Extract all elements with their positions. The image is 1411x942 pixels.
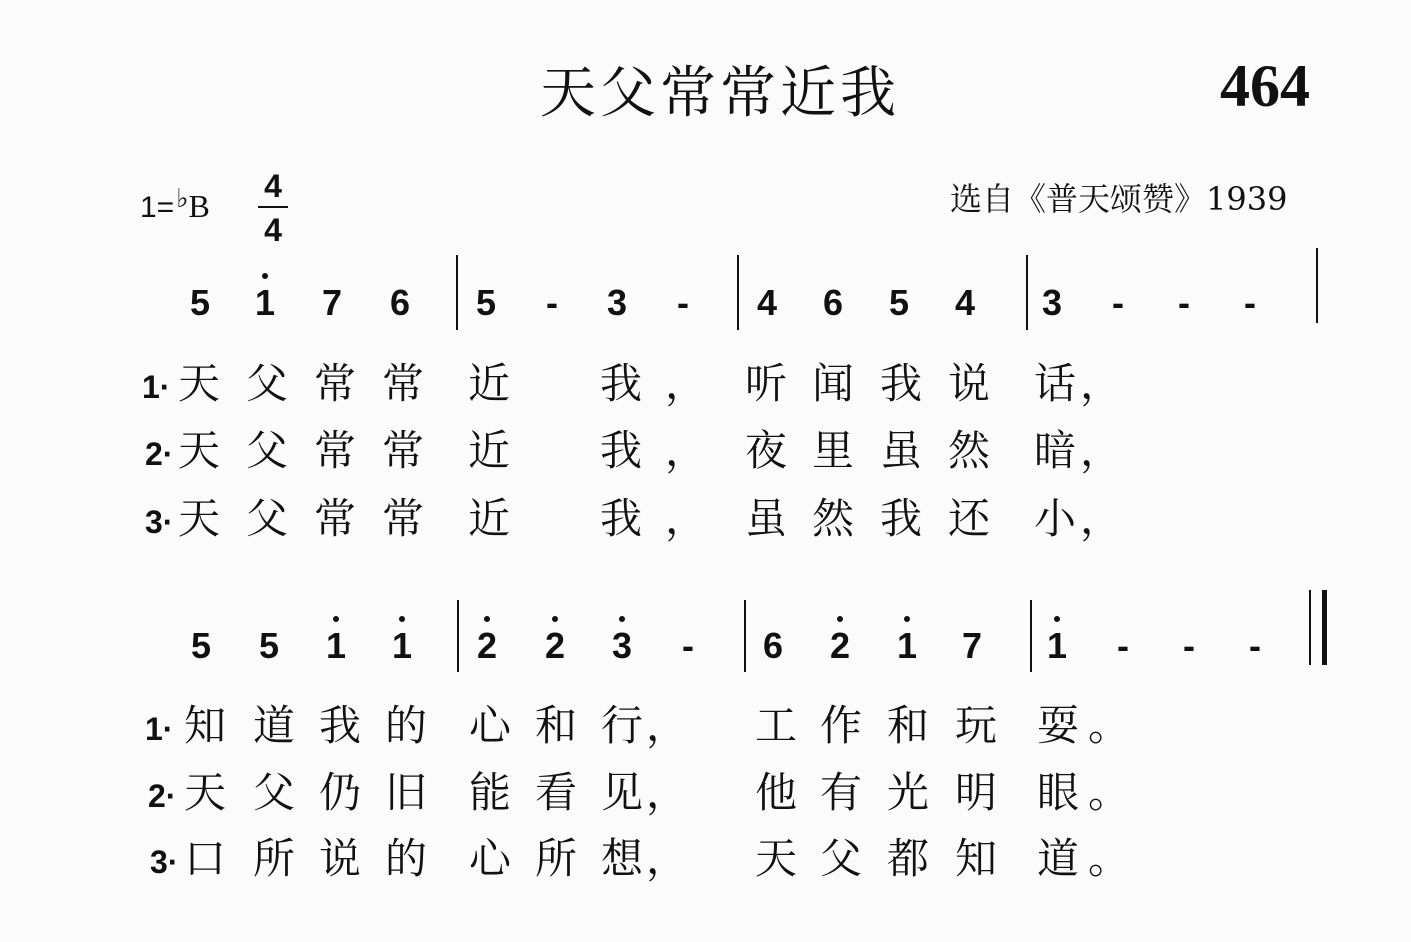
sustain-dash: - [1112,282,1124,323]
note: 2 [820,628,860,664]
lyric-char: ， [646,834,689,883]
lyric-char: 常 [314,359,357,408]
lyric-char: 天 [184,768,227,817]
sustain-dash: - [1117,625,1129,666]
note: 4 [756,282,778,323]
lyric-char: 道 [253,701,296,750]
lyric-char: 心 [469,834,512,883]
verse-number: 2· [145,436,174,472]
high-octave-dot [484,616,490,622]
bar-line [1309,590,1311,665]
lyric-char: 的 [385,834,428,883]
hymn-number: 464 [1220,53,1310,119]
verse-number: 1· [145,711,174,747]
note: 5 [190,625,212,666]
lyric-char: 我 [880,359,923,408]
note: 7 [321,282,343,323]
sustain-dash: - [1244,282,1256,323]
lyric-char: 然 [812,494,855,543]
note: 3 [606,282,628,323]
lyric-char: 所 [535,834,578,883]
lyric-char: 近 [468,359,511,408]
lyric-char: 有 [820,768,863,817]
key-prefix: 1= [140,191,175,224]
hymn-title: 天父常常近我 [540,61,900,126]
high-octave-dot [837,616,843,622]
bar-line [737,255,739,330]
note: 6 [389,282,411,323]
lyric-char: 。 [1088,834,1131,883]
lyric-char: ， [646,768,689,817]
high-octave-dot [1054,616,1060,622]
lyric-char: ， [665,494,708,543]
lyric-char: ， [1080,359,1123,408]
lyric-char: 小 [1034,494,1077,543]
note: 2 [535,628,575,664]
lyric-char: 光 [887,768,930,817]
sustain-dash: - [546,282,558,323]
note: 6 [762,625,784,666]
lyric-char: 近 [468,494,511,543]
lyric-char: 明 [955,768,998,817]
lyric-char: 说 [319,834,362,883]
verse-number: 3· [145,504,174,540]
note: 5 [475,282,497,323]
lyric-char: 父 [253,768,296,817]
lyric-char: 都 [887,834,930,883]
sustain-dash: - [677,282,689,323]
note: 3 [1041,282,1063,323]
lyric-char: 见 [601,768,644,817]
high-octave-dot [399,616,405,622]
lyric-char: 我 [600,359,643,408]
lyric-char: 我 [880,494,923,543]
high-octave-dot [904,616,910,622]
verse-number: 1· [142,369,171,405]
bar-line [744,600,746,672]
lyric-char: 道 [1037,834,1080,883]
lyric-char: 我 [600,494,643,543]
lyric-char: ， [646,701,689,750]
note: 1 [887,628,927,664]
lyric-char: 知 [184,701,227,750]
lyric-char: 工 [755,701,798,750]
lyric-char: 我 [319,701,362,750]
lyric-char: 眼 [1037,768,1080,817]
lyric-char: ， [665,426,708,475]
verse-number: 3· [150,844,179,880]
lyric-char: 天 [178,359,221,408]
lyric-char: 知 [955,834,998,883]
lyric-char: 心 [469,701,512,750]
lyric-char: 常 [314,426,357,475]
lyric-char: 和 [535,701,578,750]
lyric-char: 天 [178,426,221,475]
lyric-char: 耍 [1037,701,1080,750]
lyric-char: 玩 [955,701,998,750]
note: 5 [189,282,211,323]
bar-line [1030,600,1032,672]
note: 2 [467,628,507,664]
verse-number: 2· [148,778,177,814]
bar-line [1316,248,1318,323]
flat-symbol: ♭ [176,183,189,213]
lyric-char: 他 [755,768,798,817]
sustain-dash: - [1249,625,1261,666]
lyric-char: 里 [812,426,855,475]
lyric-char: 父 [246,426,289,475]
lyric-char: 和 [887,701,930,750]
sustain-dash: - [682,625,694,666]
lyric-char: ， [665,359,708,408]
lyric-char: 想 [601,834,644,883]
high-octave-dot [333,616,339,622]
sustain-dash: - [1183,625,1195,666]
lyric-char: 。 [1088,768,1131,817]
bar-line [1026,255,1028,330]
lyric-char: ， [1080,494,1123,543]
lyric-char: 听 [745,359,788,408]
note: 6 [822,282,844,323]
lyric-char: 旧 [385,768,428,817]
lyric-char: 暗 [1034,426,1077,475]
note: 1 [316,628,356,664]
lyric-char: 看 [535,768,578,817]
note: 1 [245,285,285,321]
note: 5 [888,282,910,323]
lyric-char: 闻 [812,359,855,408]
time-signature-divider [258,206,288,208]
key-signature [140,183,210,224]
lyric-char: 常 [314,494,357,543]
lyric-char: ， [1080,426,1123,475]
lyric-char: 夜 [745,426,788,475]
bar-line [457,600,459,672]
lyric-char: 行 [601,701,644,750]
lyric-char: 父 [246,494,289,543]
lyric-char: 天 [755,834,798,883]
lyric-char: 父 [820,834,863,883]
source-note: 选自《普天颂赞》1939 [950,180,1288,218]
lyric-char: 口 [184,834,227,883]
lyric-char: 近 [468,426,511,475]
lyric-char: 作 [820,701,863,750]
high-octave-dot [619,616,625,622]
note: 1 [382,628,422,664]
key-note: B [188,188,210,224]
note: 1 [1037,628,1077,664]
lyric-char: 说 [948,359,991,408]
bar-line [1322,590,1327,665]
lyric-char: 能 [469,768,512,817]
lyric-char: 还 [948,494,991,543]
lyric-char: 天 [178,494,221,543]
note: 5 [258,625,280,666]
lyric-char: 所 [253,834,296,883]
lyric-char: 常 [382,359,425,408]
time-signature-bottom: 4 [264,212,282,248]
lyric-char: 话 [1034,359,1077,408]
lyric-char: 虽 [880,426,923,475]
time-signature [258,170,288,246]
lyric-char: 父 [246,359,289,408]
note: 3 [602,628,642,664]
lyric-char: 的 [385,701,428,750]
lyric-char: 常 [382,494,425,543]
bar-line [456,255,458,330]
lyric-char: 虽 [745,494,788,543]
lyric-char: 。 [1088,701,1131,750]
sustain-dash: - [1178,282,1190,323]
lyric-char: 然 [948,426,991,475]
lyric-char: 仍 [319,768,362,817]
note: 4 [954,282,976,323]
time-signature-top: 4 [264,168,282,204]
high-octave-dot [262,273,268,279]
high-octave-dot [552,616,558,622]
lyric-char: 常 [382,426,425,475]
note: 7 [961,625,983,666]
lyric-char: 我 [600,426,643,475]
